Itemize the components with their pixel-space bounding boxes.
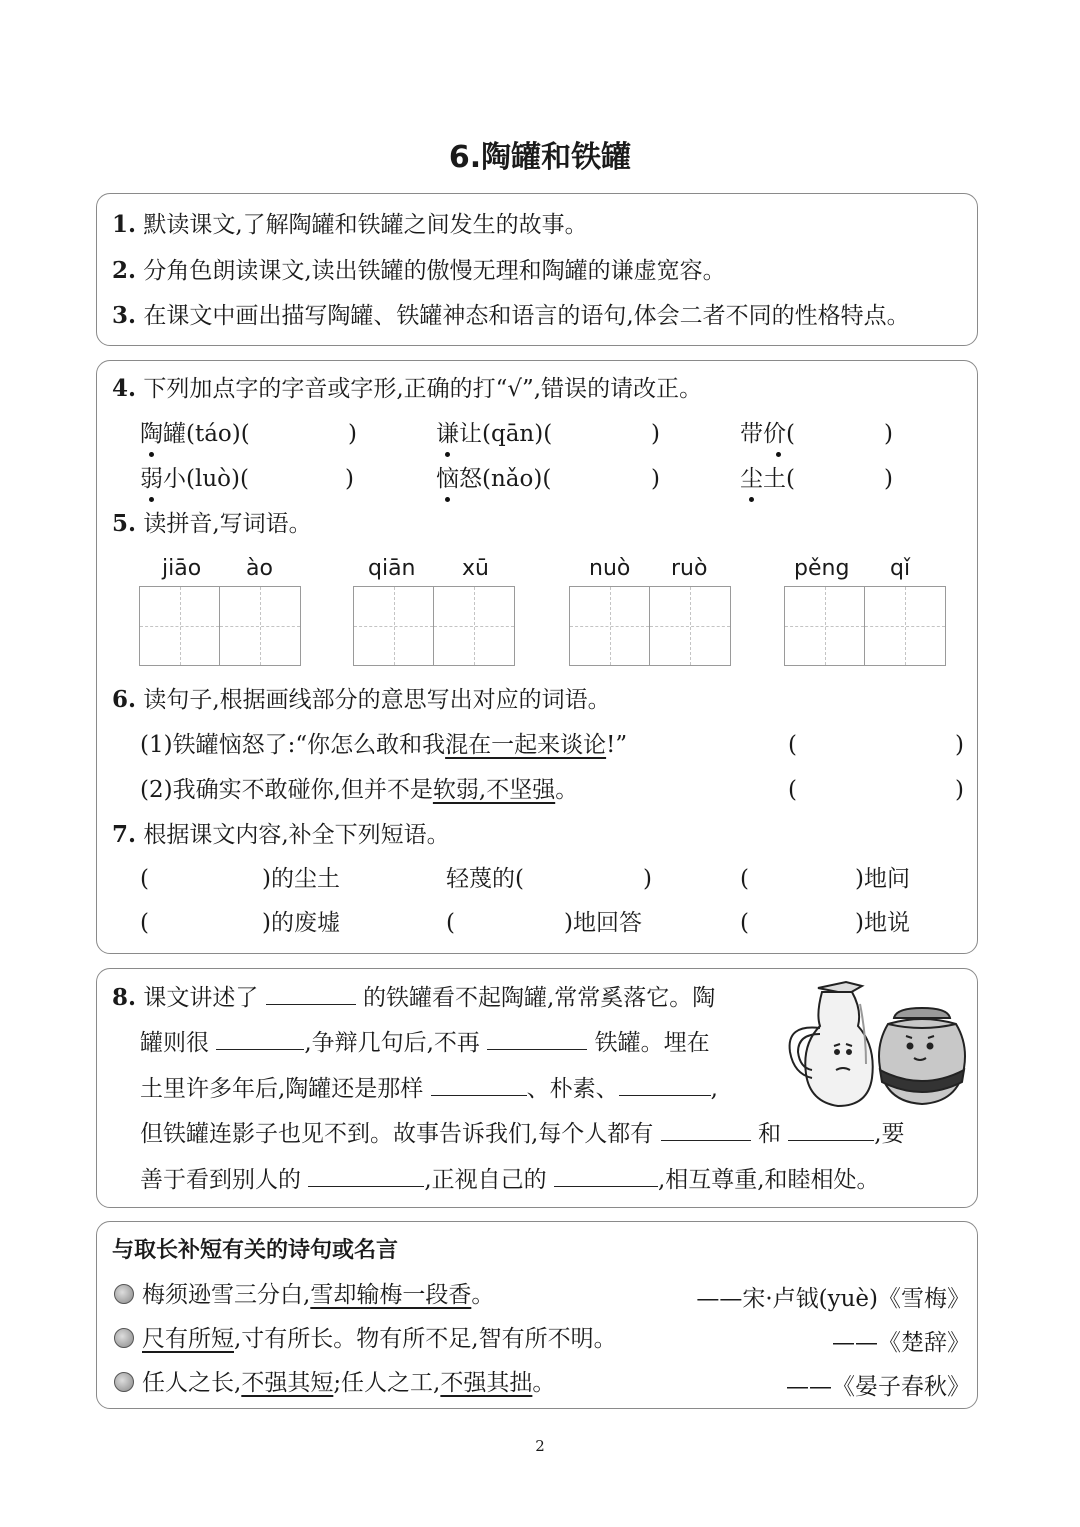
- pinyin: pěng: [794, 556, 850, 581]
- q4-item: 尘土(: [740, 466, 795, 492]
- q8-line-1: 8. 课文讲述了 的铁罐看不起陶罐,常常奚落它。陶: [112, 984, 716, 1011]
- question-4: 4. 下列加点字的字音或字形,正确的打“√”,错误的请改正。: [112, 375, 703, 402]
- q7-phrase: )地问: [855, 866, 910, 892]
- fill-blank[interactable]: [487, 1027, 587, 1050]
- iron-jug-icon: [790, 982, 873, 1106]
- q8-line-4: 但铁罐连影子也见不到。故事告诉我们,每个人都有 和 ,要: [140, 1118, 905, 1149]
- writing-grid[interactable]: [353, 586, 515, 666]
- writing-grid[interactable]: [569, 586, 731, 666]
- question-6: 6. 读句子,根据画线部分的意思写出对应的词语。: [112, 686, 611, 713]
- q7-blank: (: [740, 910, 749, 936]
- q4-paren: ): [651, 421, 660, 447]
- pinyin: xū: [462, 556, 489, 581]
- grid-cell[interactable]: [570, 587, 650, 665]
- task-2: 2. 分角色朗读课文,读出铁罐的傲慢无理和陶罐的谦虚宽容。: [112, 257, 726, 284]
- quote-1-source: ——宋·卢钺(yuè)《雪梅》: [696, 1286, 970, 1312]
- fill-blank[interactable]: [554, 1164, 658, 1187]
- plum-bullet-icon: [114, 1284, 134, 1304]
- quote-1: 梅须逊雪三分白,雪却输梅一段香。: [114, 1280, 494, 1310]
- pinyin: nuò: [589, 556, 631, 581]
- q7-blank: (: [140, 910, 149, 936]
- q7-blank: (: [740, 866, 749, 892]
- task-3: 3. 在课文中画出描写陶罐、铁罐神态和语言的语句,体会二者不同的性格特点。: [112, 302, 910, 329]
- grid-cell[interactable]: [650, 587, 730, 665]
- quotes-heading: 与取长补短有关的诗句或名言: [112, 1238, 399, 1263]
- pinyin: ào: [246, 556, 273, 581]
- q7-blank: (: [140, 866, 149, 892]
- q7-phrase: )的尘土: [262, 866, 340, 892]
- writing-grid[interactable]: [784, 586, 946, 666]
- page-title: 6.陶罐和铁罐: [448, 140, 632, 175]
- answer-paren-left: (: [788, 732, 797, 758]
- answer-paren-right: ): [955, 777, 964, 803]
- q4-item: 谦让(qān)(: [436, 421, 553, 447]
- q7-phrase: 轻蔑的(: [446, 866, 524, 892]
- q7-phrase: )地说: [855, 910, 910, 936]
- grid-cell[interactable]: [220, 587, 300, 665]
- grid-cell[interactable]: [140, 587, 220, 665]
- task-1: 1. 默读课文,了解陶罐和铁罐之间发生的故事。: [112, 211, 588, 238]
- q4-paren: ): [348, 421, 357, 447]
- q7-phrase: )地回答: [564, 910, 642, 936]
- pinyin: jiāo: [162, 556, 202, 581]
- pinyin: qǐ: [890, 556, 911, 581]
- q4-paren: ): [345, 466, 354, 492]
- q4-paren: ): [884, 421, 893, 447]
- quote-2-source: ——《楚辞》: [832, 1330, 970, 1356]
- q4-item: 恼怒(nǎo)(: [436, 466, 552, 492]
- quote-2: 尺有所短,寸有所长。物有所不足,智有所不明。: [114, 1324, 617, 1354]
- page-number: 2: [535, 1437, 545, 1455]
- quote-3: 任人之长,不强其短;任人之工,不强其拙。: [114, 1368, 555, 1398]
- plum-bullet-icon: [114, 1372, 134, 1392]
- grid-cell[interactable]: [865, 587, 945, 665]
- q4-item: 陶罐(táo)(: [140, 421, 250, 447]
- question-5: 5. 读拼音,写词语。: [112, 510, 312, 537]
- answer-paren-left: (: [788, 777, 797, 803]
- quote-3-source: ——《晏子春秋》: [786, 1374, 970, 1400]
- q7-blank: ): [643, 866, 652, 892]
- pinyin: ruò: [671, 556, 708, 581]
- answer-paren-right: ): [955, 732, 964, 758]
- question-7: 7. 根据课文内容,补全下列短语。: [112, 821, 450, 848]
- plum-bullet-icon: [114, 1328, 134, 1348]
- grid-cell[interactable]: [354, 587, 434, 665]
- fill-blank[interactable]: [308, 1164, 424, 1187]
- q4-paren: ): [651, 466, 660, 492]
- fill-blank[interactable]: [788, 1118, 874, 1141]
- clay-pot-icon: [879, 1008, 965, 1104]
- jars-illustration: [776, 974, 974, 1112]
- q7-blank: (: [446, 910, 455, 936]
- q6-sentence-1: (1)铁罐恼怒了:“你怎么敢和我混在一起来谈论!”: [140, 732, 628, 758]
- fill-blank[interactable]: [661, 1118, 751, 1141]
- writing-grid[interactable]: [139, 586, 301, 666]
- q8-line-5: 善于看到别人的 ,正视自己的 ,相互尊重,和睦相处。: [140, 1164, 880, 1195]
- q6-sentence-2: (2)我确实不敢碰你,但并不是软弱,不坚强。: [140, 777, 579, 803]
- grid-cell[interactable]: [785, 587, 865, 665]
- grid-cell[interactable]: [434, 587, 514, 665]
- fill-blank[interactable]: [619, 1073, 711, 1096]
- q8-line-3: 土里许多年后,陶罐还是那样 、朴素、 ,: [140, 1073, 718, 1104]
- fill-blank[interactable]: [266, 982, 356, 1005]
- q4-item: 带价(: [740, 421, 795, 447]
- fill-blank[interactable]: [216, 1027, 304, 1050]
- fill-blank[interactable]: [431, 1073, 527, 1096]
- pinyin: qiān: [368, 556, 416, 581]
- q4-paren: ): [884, 466, 893, 492]
- q4-item: 弱小(luò)(: [140, 466, 249, 492]
- q7-phrase: )的废墟: [262, 910, 340, 936]
- q8-line-2: 罐则很 ,争辩几句后,不再 铁罐。埋在: [140, 1027, 710, 1058]
